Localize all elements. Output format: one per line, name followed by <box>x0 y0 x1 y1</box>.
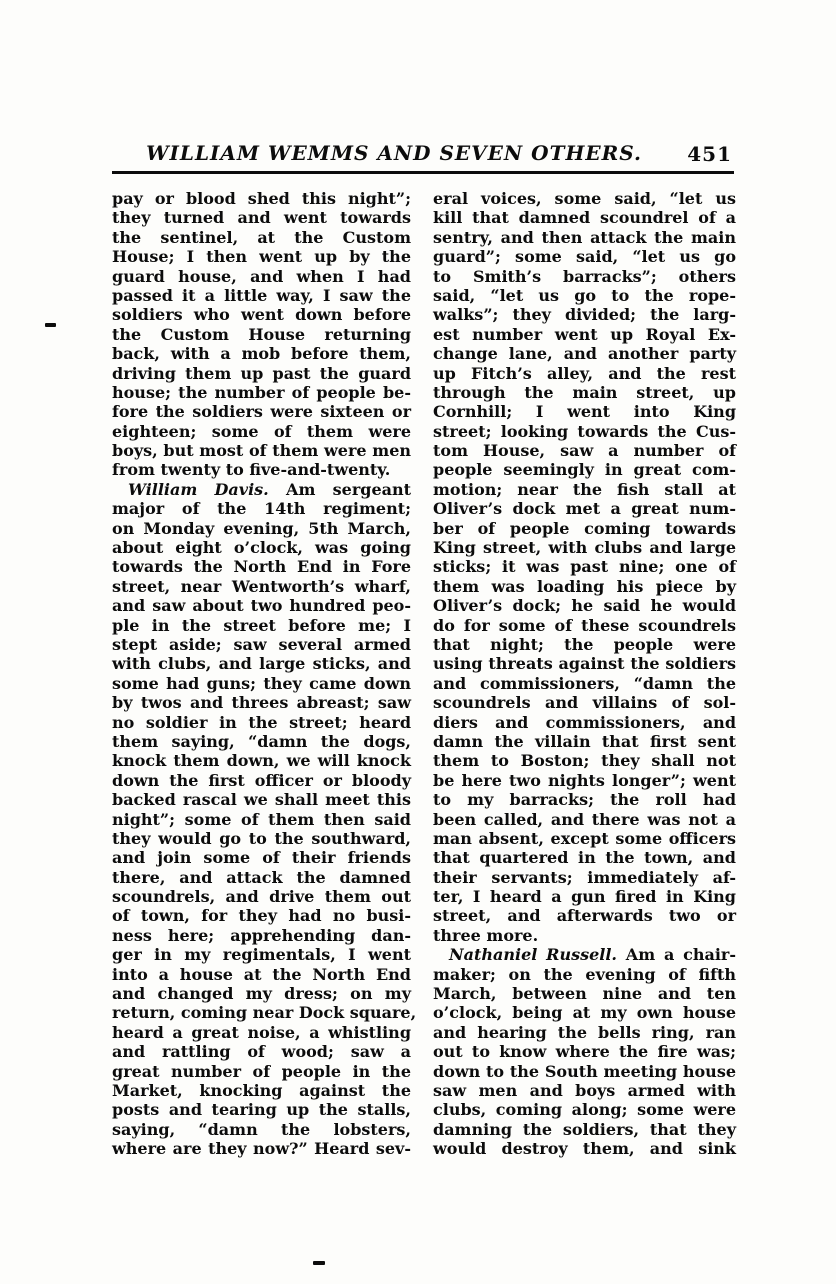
text-line: diers and commissioners, and <box>433 712 736 732</box>
text-line: towards the North End in Fore <box>112 557 411 577</box>
text-line: clubs, coming along; some were <box>433 1100 736 1120</box>
text-line: ter, I heard a gun fired in King <box>433 887 736 907</box>
text-line: walks”; they divided; the larg- <box>433 305 736 325</box>
text-line: damn the villain that first sent <box>433 731 736 751</box>
text-line: ness here; apprehending dan- <box>112 925 411 945</box>
text-line: King street, with clubs and large <box>433 538 736 558</box>
text-line: do for some of these scoundrels <box>433 615 736 635</box>
text-line: and commissioners, “damn the <box>433 673 736 693</box>
text-line: where are they now?” Heard sev- <box>112 1139 411 1159</box>
text-line: stept aside; saw several armed <box>112 634 411 654</box>
text-line: soldiers who went down before <box>112 305 411 325</box>
text-line: through the main street, up <box>433 382 736 402</box>
text-line: and join some of their friends <box>112 848 411 868</box>
text-line: three more. <box>433 925 539 945</box>
text-line: kill that damned scoundrel of a <box>433 208 736 228</box>
page-header <box>112 141 734 169</box>
text-line: and saw about two hundred peo- <box>112 596 411 616</box>
text-line: scoundrels and villains of sol- <box>433 693 736 713</box>
ink-mark <box>45 323 56 327</box>
text-line: street, near Wentworth’s wharf, <box>112 576 411 596</box>
text-line: been called, and there was not a <box>433 809 736 829</box>
text-line: to my barracks; the roll had <box>433 790 736 810</box>
text-line: with clubs, and large sticks, and <box>112 654 411 674</box>
witness-name: William Davis. <box>128 479 269 499</box>
text-line: great number of people in the <box>112 1061 411 1081</box>
text-line: up Fitch’s alley, and the rest <box>433 363 736 383</box>
text-line: and hearing the bells ring, ran <box>433 1022 736 1042</box>
text-line: using threats against the soldiers <box>433 654 736 674</box>
text-line <box>112 480 411 499</box>
text-line: posts and tearing up the stalls, <box>112 1100 411 1120</box>
text-line: knock them down, we will knock <box>112 751 411 771</box>
text-line: saying, “damn the lobsters, <box>112 1119 411 1139</box>
text-line: be here two nights longer”; went <box>433 770 736 790</box>
text-line: that night; the people were <box>433 634 736 654</box>
text-line: passed it a little way, I saw the <box>112 285 411 305</box>
text-line: out to know where the fire was; <box>433 1042 736 1062</box>
text-segment: Am sergeant <box>268 479 412 499</box>
text-line: to Smith’s barracks”; others <box>433 266 736 286</box>
text-line: their servants; immediately af- <box>433 867 736 887</box>
page-number: 451 <box>687 142 732 166</box>
text-line: from twenty to five-and-twenty. <box>112 460 391 480</box>
text-line: and changed my dress; on my <box>112 984 411 1004</box>
text-line: saw men and boys armed with <box>433 1080 736 1100</box>
text-line: they turned and went towards <box>112 208 411 228</box>
text-line: the sentinel, at the Custom <box>112 227 411 247</box>
text-line: street; looking towards the Cus- <box>433 421 736 441</box>
text-line: eighteen; some of them were <box>112 421 411 441</box>
text-line: driving them up past the guard <box>112 363 411 383</box>
text-line: man absent, except some officers <box>433 828 736 848</box>
text-line: down the first officer or bloody <box>112 770 411 790</box>
text-line: fore the soldiers were sixteen or <box>112 402 411 422</box>
text-columns <box>112 189 736 1159</box>
text-line: of town, for they had no busi- <box>112 906 411 926</box>
text-line: them to Boston; they shall not <box>433 751 736 771</box>
text-line: them was loading his piece by <box>433 576 736 596</box>
text-line: Cornhill; I went into King <box>433 402 736 422</box>
text-line: eral voices, some said, “let us <box>433 189 736 208</box>
text-line: Oliver’s dock met a great num- <box>433 499 736 519</box>
text-line: them saying, “damn the dogs, <box>112 731 411 751</box>
text-line: no soldier in the street; heard <box>112 712 411 732</box>
text-line: damning the soldiers, that they <box>433 1119 736 1139</box>
text-line: would destroy them, and sink <box>433 1139 736 1159</box>
text-line: that quartered in the town, and <box>433 848 736 868</box>
text-line: March, between nine and ten <box>433 984 736 1004</box>
text-line <box>433 945 736 964</box>
text-line: heard a great noise, a whistling <box>112 1022 411 1042</box>
text-line: on Monday evening, 5th March, <box>112 518 411 538</box>
header-rule <box>112 171 734 174</box>
text-line: guard house, and when I had <box>112 266 411 286</box>
running-title: WILLIAM WEMMS AND SEVEN OTHERS. <box>146 141 642 165</box>
text-segment: Am a chair- <box>617 945 736 965</box>
text-line: into a house at the North End <box>112 964 411 984</box>
text-line: house; the number of people be- <box>112 382 411 402</box>
text-line: motion; near the fish stall at <box>433 479 736 499</box>
text-line: night”; some of them then said <box>112 809 411 829</box>
witness-name: Nathaniel Russell. <box>449 945 617 965</box>
text-line: the Custom House returning <box>112 324 411 344</box>
text-line: major of the 14th regiment; <box>112 499 411 519</box>
text-line: o’clock, being at my own house <box>433 1003 736 1023</box>
right-column <box>433 189 736 1159</box>
text-line: by twos and threes abreast; saw <box>112 693 411 713</box>
text-line: ber of people coming towards <box>433 518 736 538</box>
text-line: House; I then went up by the <box>112 247 411 267</box>
text-line: est number went up Royal Ex- <box>433 324 736 344</box>
text-line: street, and afterwards two or <box>433 906 736 926</box>
text-line: and rattling of wood; saw a <box>112 1042 411 1062</box>
left-column <box>112 189 417 1159</box>
text-line: scoundrels, and drive them out <box>112 887 411 907</box>
text-line: return, coming near Dock square, <box>112 1003 417 1023</box>
text-line: some had guns; they came down <box>112 673 411 693</box>
text-line: ger in my regimentals, I went <box>112 945 411 965</box>
text-line: boys, but most of them were men <box>112 441 411 461</box>
text-line: backed rascal we shall meet this <box>112 790 411 810</box>
text-line: guard”; some said, “let us go <box>433 247 736 267</box>
text-line: about eight o’clock, was going <box>112 538 411 558</box>
text-line: change lane, and another party <box>433 344 736 364</box>
text-line: there, and attack the damned <box>112 867 411 887</box>
text-line: back, with a mob before them, <box>112 344 411 364</box>
text-line: sticks; it was past nine; one of <box>433 557 736 577</box>
text-line: people seemingly in great com- <box>433 460 736 480</box>
text-line: tom House, saw a number of <box>433 441 736 461</box>
text-line: down to the South meeting house <box>433 1061 736 1081</box>
text-line: pay or blood shed this night”; <box>112 189 411 208</box>
text-line: maker; on the evening of fifth <box>433 964 736 984</box>
ink-mark <box>313 1261 325 1265</box>
text-line: ple in the street before me; I <box>112 615 411 635</box>
text-line: said, “let us go to the rope- <box>433 285 736 305</box>
text-line: they would go to the southward, <box>112 828 411 848</box>
text-line: Oliver’s dock; he said he would <box>433 596 736 616</box>
text-line: sentry, and then attack the main <box>433 227 736 247</box>
text-line: Market, knocking against the <box>112 1080 411 1100</box>
